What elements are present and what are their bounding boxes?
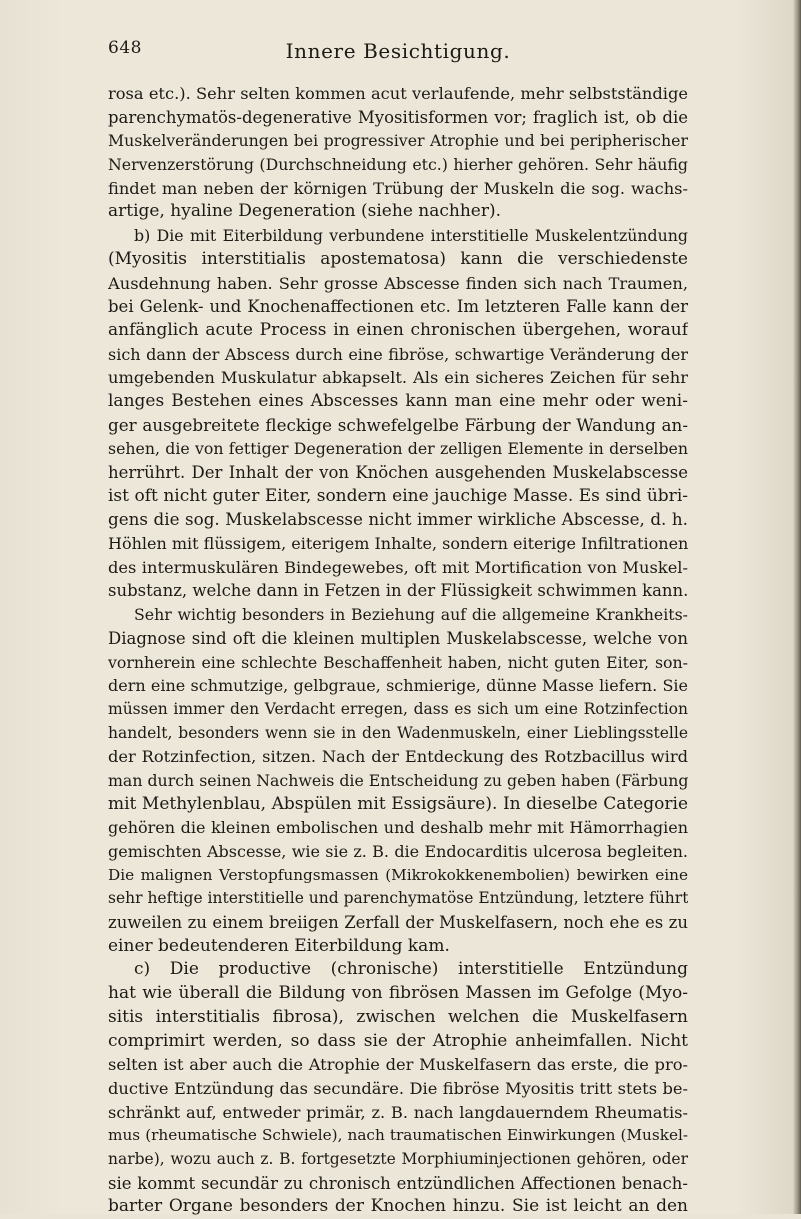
text-line: langes Bestehen eines Abscesses kann man eine mehr oder weni- xyxy=(108,390,688,411)
text-line: einer bedeutenderen Eiterbildung kam. xyxy=(108,935,450,956)
text-line: vornherein eine schlechte Beschaffenheit haben, nicht guten Eiter, son- xyxy=(108,652,688,672)
text-line: Die malignen Verstopfungsmassen (Mikrokokkenembolien) bewirken eine xyxy=(108,865,688,884)
text-line: artige, hyaline Degeneration (siehe nachher). xyxy=(108,201,502,222)
text-line: anfänglich acute Process in einen chronischen übergehen, worauf xyxy=(108,319,688,340)
text-line: gens die sog. Muskelabscesse nicht immer wirkliche Abscesse, d. h. xyxy=(108,509,688,530)
text-line: Muskelveränderungen bei progressiver Atrophie und bei peripherischer xyxy=(108,131,688,151)
text-line: substanz, welche dann in Fetzen in der Flüssigkeit schwimmen kann. xyxy=(108,581,688,601)
text-line: comprimirt werden, so dass sie der Atrophie anheimfallen. Nicht xyxy=(108,1030,688,1051)
text-line: Nervenzerstörung (Durchschneidung etc.) hierher gehören. Sehr häufig xyxy=(108,155,688,175)
body-text xyxy=(108,82,688,1219)
text-line: sehr heftige interstitielle und parenchymatöse Entzündung, letztere führt xyxy=(108,889,688,908)
text-line: handelt, besonders wenn sie in den Wadenmuskeln, einer Lieblingsstelle xyxy=(108,723,688,742)
text-line: müssen immer den Verdacht erregen, dass es sich um eine Rotzinfection xyxy=(108,699,688,718)
text-line: der Rotzinfection, sitzen. Nach der Entdeckung des Rotzbacillus wird xyxy=(108,747,688,767)
text-line: sitis interstitialis fibrosa), zwischen welchen die Muskelfasern xyxy=(108,1006,688,1027)
text-line: schränkt auf, entweder primär, z. B. nach langdauerndem Rheumatis- xyxy=(108,1102,688,1122)
text-line: mus (rheumatische Schwiele), nach traumatischen Einwirkungen (Muskel- xyxy=(108,1126,688,1145)
running-head: Innere Besichtigung. xyxy=(285,39,511,63)
text-line: mit Methylenblau, Abspülen mit Essigsäure). In dieselbe Categorie xyxy=(108,793,688,814)
text-line: sie kommt secundär zu chronisch entzündlichen Affectionen benach- xyxy=(108,1173,688,1193)
text-line: Höhlen mit flüssigem, eiterigem Inhalte, sondern eiterige Infiltrationen xyxy=(108,534,688,554)
text-line: Ausdehnung haben. Sehr grosse Abscesse finden sich nach Traumen, xyxy=(108,273,688,293)
text-line: (Myositis interstitialis apostematosa) kann die verschiedenste xyxy=(108,248,688,269)
text-line: narbe), wozu auch z. B. fortgesetzte Morphiuminjectionen gehören, oder xyxy=(108,1149,688,1168)
text-line: ductive Entzündung das secundäre. Die fibröse Myositis tritt stets be- xyxy=(108,1078,688,1098)
text-line: dern eine schmutzige, gelbgraue, schmierige, dünne Masse liefern. Sie xyxy=(108,676,688,696)
text-line: herrührt. Der Inhalt der von Knöchen ausgehenden Muskelabscesse xyxy=(108,463,688,482)
text-line: sehen, die von fettiger Degeneration der zelligen Elemente in derselben xyxy=(108,439,688,459)
text-line: b) Die mit Eiterbildung verbundene interstitielle Muskelentzündung xyxy=(134,226,688,246)
text-line: Sehr wichtig besonders in Beziehung auf die allgemeine Krankheits- xyxy=(134,605,688,625)
text-line: selten ist aber auch die Atrophie der Muskelfasern das erste, die pro- xyxy=(108,1055,688,1075)
text-line: gehören die kleinen embolischen und deshalb mehr mit Hämorrhagien xyxy=(108,818,688,838)
text-line: hat wie überall die Bildung von fibrösen Massen im Gefolge (Myo- xyxy=(108,983,688,1004)
text-line: man durch seinen Nachweis die Entscheidung zu geben haben (Färbung xyxy=(108,770,688,790)
text-line: sich dann der Abscess durch eine fibröse, schwartige Veränderung der xyxy=(108,344,688,364)
text-line: gemischten Abscesse, wie sie z. B. die Endocarditis ulcerosa begleiten. xyxy=(108,842,688,861)
page-header xyxy=(108,38,688,68)
text-line: c) Die productive (chronische) interstitielle Entzündung xyxy=(134,959,688,980)
text-line: Diagnose sind oft die kleinen multiplen Muskelabscesse, welche von xyxy=(108,628,688,648)
page-number: 648 xyxy=(108,38,142,58)
text-line: rosa etc.). Sehr selten kommen acut verlaufende, mehr selbstständige xyxy=(108,84,688,103)
text-line: zuweilen zu einem breiigen Zerfall der Muskelfasern, noch ehe es zu xyxy=(108,913,688,933)
text-line: ger ausgebreitete fleckige schwefelgelbe Färbung der Wandung an- xyxy=(108,414,688,435)
text-line: ist oft nicht guter Eiter, sondern eine jauchige Masse. Es sind übri- xyxy=(108,485,688,506)
text-line: des intermuskulären Bindegewebes, oft mit Mortification von Muskel- xyxy=(108,557,688,577)
text-line: findet man neben der körnigen Trübung der Muskeln die sog. wachs- xyxy=(108,178,688,198)
text-line: umgebenden Muskulatur abkapselt. Als ein sicheres Zeichen für sehr xyxy=(108,368,688,388)
text-line: barter Organe besonders der Knochen hinzu. Sie ist leicht an den xyxy=(108,1196,688,1217)
text-line: bei Gelenk- und Knochenaffectionen etc. Im letzteren Falle kann der xyxy=(108,297,688,317)
text-line: parenchymatös-degenerative Myositisformen vor; fraglich ist, ob die xyxy=(108,107,688,127)
page-edge xyxy=(793,0,801,1214)
